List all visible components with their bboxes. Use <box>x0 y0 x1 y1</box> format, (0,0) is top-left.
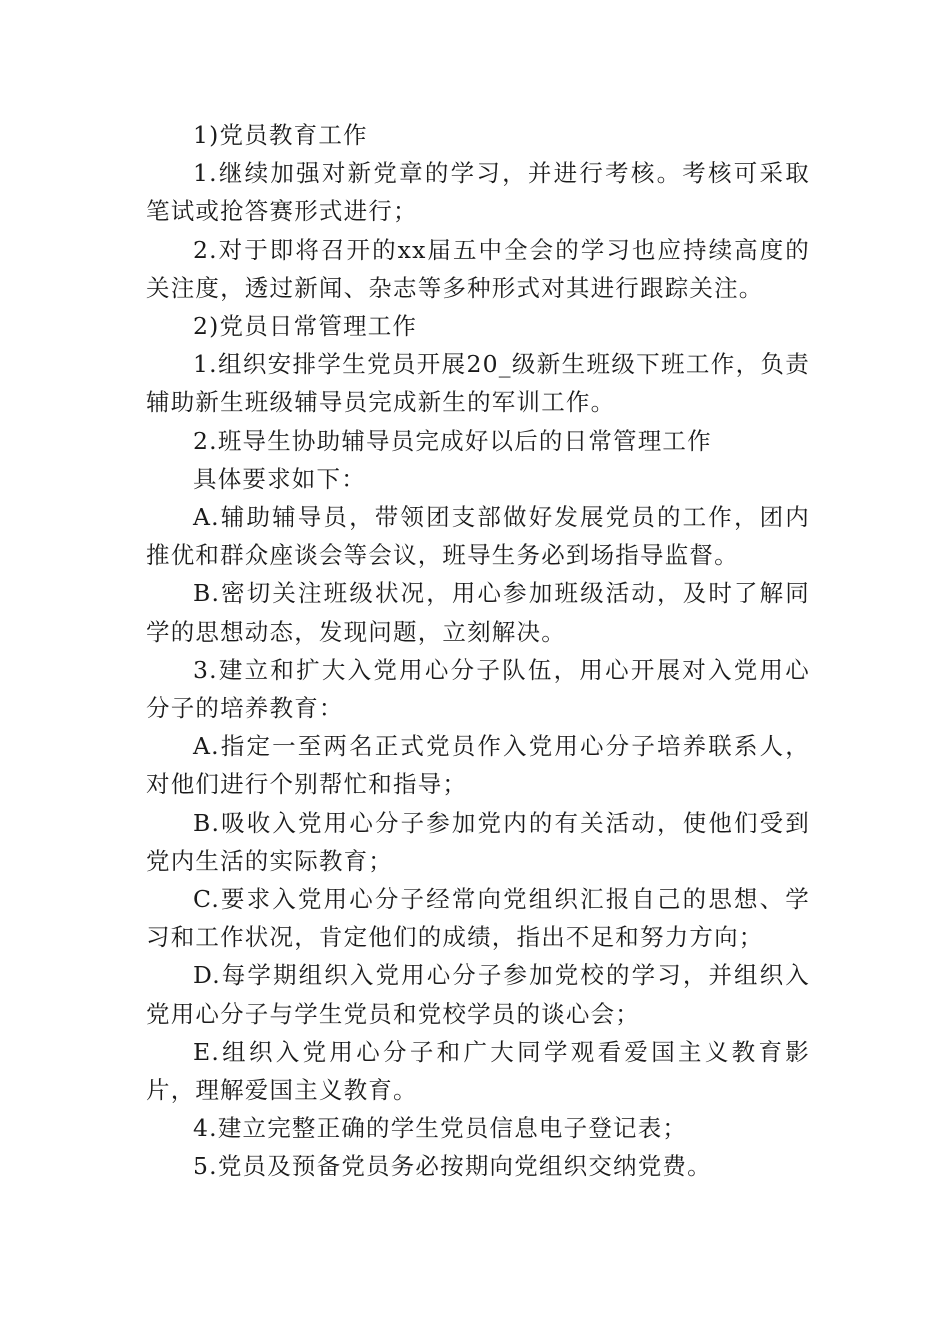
document-body <box>146 116 810 1186</box>
paragraph: 2.对于即将召开的xx届五中全会的学习也应持续高度的关注度，透过新闻、杂志等多种形式对其进行跟踪关注。 <box>146 235 810 302</box>
paragraph: E.组织入党用心分子和广大同学观看爱国主义教育影片，理解爱国主义教育。 <box>146 1037 810 1105</box>
paragraph: 1.组织安排学生党员开展20_级新生班级下班工作，负责辅助新生班级辅导员完成新生的军训工作。 <box>146 350 810 417</box>
paragraph: 3.建立和扩大入党用心分子队伍，用心开展对入党用心分子的培养教育： <box>146 655 810 723</box>
paragraph: 具体要求如下： <box>193 464 366 493</box>
paragraph: 1.继续加强对新党章的学习，并进行考核。考核可采取笔试或抢答赛形式进行； <box>146 159 810 226</box>
paragraph: C.要求入党用心分子经常向党组织汇报自己的思想、学习和工作状况，肯定他们的成绩，指出不足和努力方向； <box>146 885 810 952</box>
paragraph: B.密切关注班级状况，用心参加班级活动，及时了解同学的思想动态，发现问题，立刻解决。 <box>146 579 810 646</box>
paragraph: D.每学期组织入党用心分子参加党校的学习，并组织入党用心分子与学生党员和党校学员的谈心会； <box>146 961 810 1028</box>
paragraph: A.指定一至两名正式党员作入党用心分子培养联系人，对他们进行个别帮忙和指导； <box>146 732 810 799</box>
paragraph: 5.党员及预备党员务必按期向党组织交纳党费。 <box>193 1152 712 1181</box>
paragraph: 4.建立完整正确的学生党员信息电子登记表； <box>193 1114 688 1143</box>
section-heading-daily-management: 2)党员日常管理工作 <box>193 312 418 341</box>
paragraph: A.辅助辅导员，带领团支部做好发展党员的工作，团内推优和群众座谈会等会议，班导生务必到场指导监督。 <box>146 503 810 570</box>
paragraph: 2.班导生协助辅导员完成好以后的日常管理工作 <box>193 426 712 455</box>
paragraph: B.吸收入党用心分子参加党内的有关活动，使他们受到党内生活的实际教育； <box>146 808 810 875</box>
section-heading-party-education: 1)党员教育工作 <box>193 121 368 149</box>
